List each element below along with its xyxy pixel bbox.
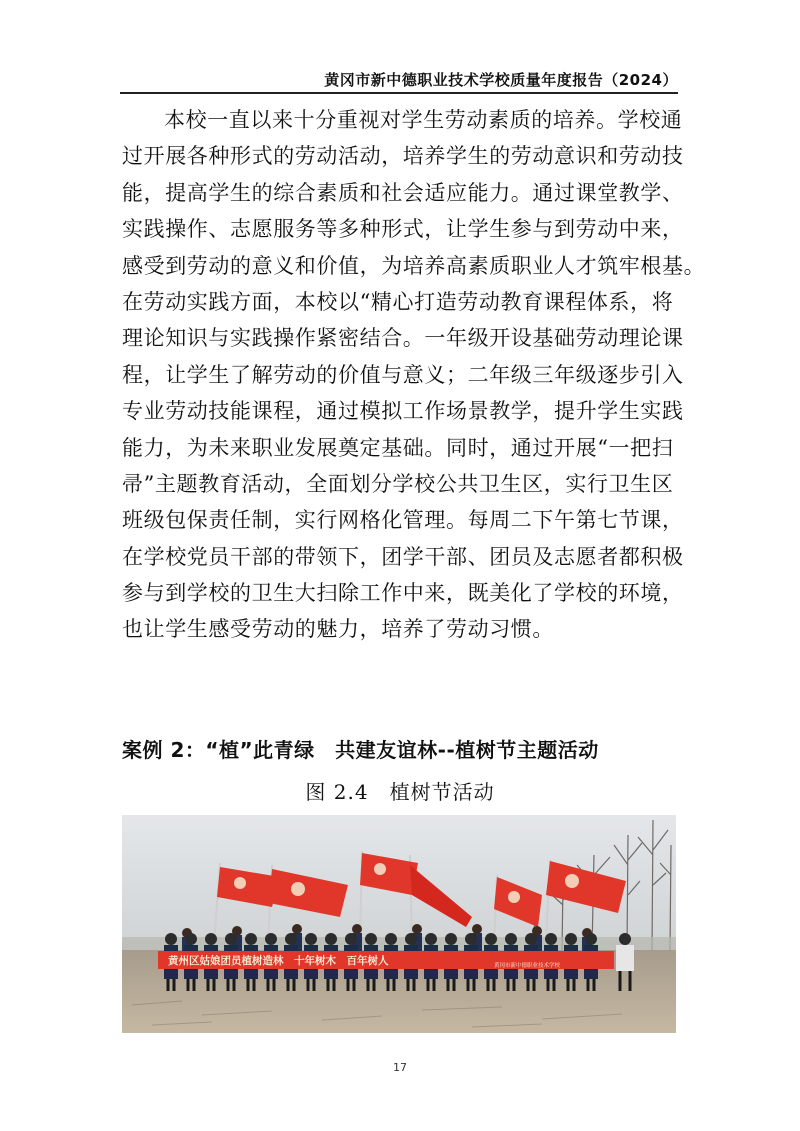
paragraph-line: 班级包保责任制，实行网格化管理。每周二下午第七节课， <box>122 508 684 533</box>
page-number: 17 <box>393 1061 407 1074</box>
tree-planting-photo <box>122 815 676 1033</box>
body-paragraph <box>122 102 706 648</box>
paragraph-line: 也让学生感受劳动的魅力，培养了劳动习惯。 <box>122 617 554 642</box>
banner-subtext: 黄冈市新中德职业技术学校 <box>494 963 561 969</box>
figure-caption: 图 2.4 植树节活动 <box>305 780 495 804</box>
paragraph-line: 参与到学校的卫生大扫除工作中来，既美化了学校的环境， <box>122 581 684 606</box>
header-title: 黄冈市新中德职业技术学校质量年度报告（2024） <box>324 71 678 89</box>
banner-text: 黄州区姑娘团员植树造林 十年树木 百年树人 <box>168 955 389 967</box>
paragraph-line: 理论知识与实践操作紧密结合。一年级开设基础劳动理论课 <box>122 326 684 351</box>
paragraph-line: 帚”主题教育活动，全面划分学校公共卫生区，实行卫生区 <box>122 471 674 496</box>
paragraph-line: 实践操作、志愿服务等多种形式，让学生参与到劳动中来， <box>122 217 684 242</box>
paragraph-line: 程，让学生了解劳动的价值与意义；二年级三年级逐步引入 <box>122 362 684 387</box>
red-banner <box>158 951 614 969</box>
paragraph-line: 专业劳动技能课程，通过模拟工作场景教学，提升学生实践 <box>122 399 684 424</box>
case-title: 案例 2：“植”此青绿 共建友谊林--植树节主题活动 <box>122 738 599 762</box>
paragraph-line: 过开展各种形式的劳动活动，培养学生的劳动意识和劳动技 <box>122 144 684 169</box>
paragraph-line: 本校一直以来十分重视对学生劳动素质的培养。学校通 <box>164 108 683 132</box>
paragraph-line: 在劳动实践方面，本校以“精心打造劳动教育课程体系，将 <box>122 289 674 314</box>
paragraph-line: 感受到劳动的意义和价值，为培养高素质职业人才筑牢根基。 <box>122 253 706 278</box>
paragraph-line: 在学校党员干部的带领下，团学干部、团员及志愿者都积极 <box>122 544 684 569</box>
paragraph-line: 能，提高学生的综合素质和社会适应能力。通过课堂教学、 <box>122 180 684 205</box>
page-header <box>120 67 678 94</box>
paragraph-line: 能力，为未来职业发展奠定基础。同时，通过开展“一把扫 <box>122 435 674 460</box>
